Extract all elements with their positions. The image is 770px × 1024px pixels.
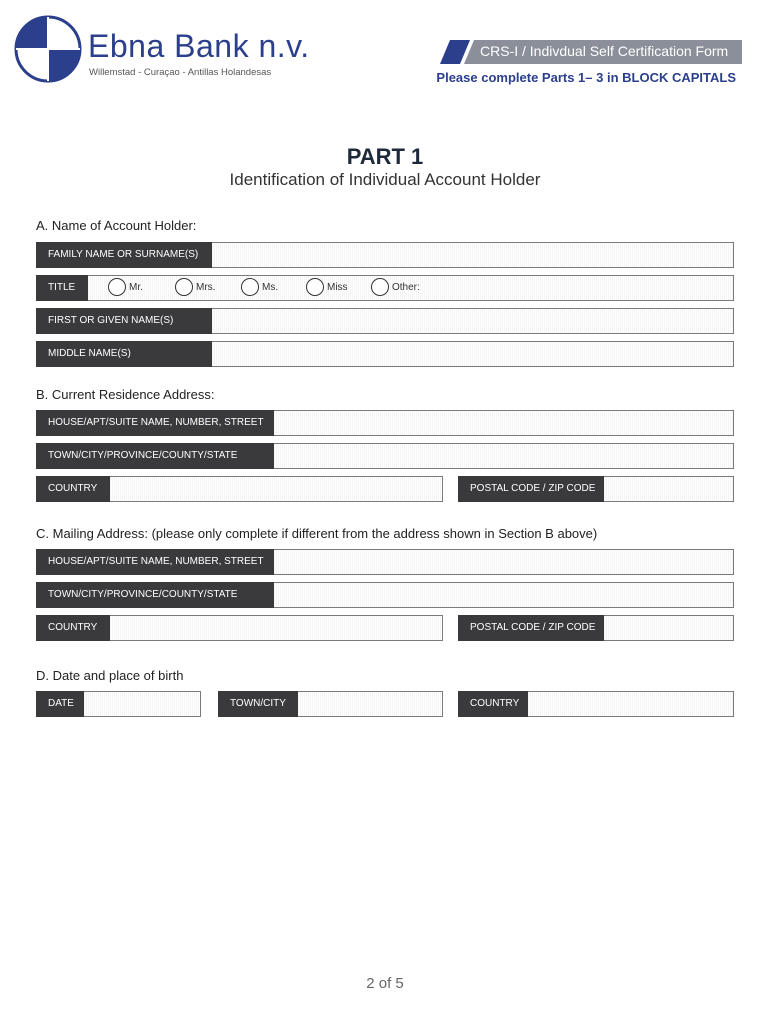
residence-street-label: HOUSE/APT/SUITE NAME, NUMBER, STREET	[36, 410, 274, 436]
residence-country-label: COUNTRY	[36, 476, 110, 502]
page-number: 2 of 5	[366, 975, 404, 992]
section-c-heading: C. Mailing Address: (please only complete if different from the address shown in Section B above)	[36, 526, 598, 541]
first-name-label: FIRST OR GIVEN NAME(S)	[36, 308, 212, 334]
title-miss-label: Miss	[327, 282, 348, 293]
birth-town-label: TOWN/CITY	[218, 691, 298, 717]
title-other-radio[interactable]	[371, 278, 389, 296]
birth-country-label: COUNTRY	[458, 691, 528, 717]
residence-country-row	[36, 476, 734, 502]
residence-street-row	[36, 410, 734, 436]
birth-date-label: DATE	[36, 691, 84, 717]
birth-row	[36, 691, 734, 717]
residence-postal-label: POSTAL CODE / ZIP CODE	[458, 476, 604, 502]
bank-tagline: Willemstad - Curaçao - Antillas Holandesas	[89, 67, 272, 78]
title-label: TITLE	[36, 275, 88, 301]
middle-name-label: MIDDLE NAME(S)	[36, 341, 212, 367]
instruction-text: Please complete Parts 1– 3 in BLOCK CAPITALS	[436, 70, 736, 85]
form-title-banner	[440, 40, 742, 64]
residence-town-row	[36, 443, 734, 469]
mailing-town-row	[36, 582, 734, 608]
part-title: PART 1	[346, 144, 424, 169]
title-miss-radio[interactable]	[306, 278, 324, 296]
mailing-town-label: TOWN/CITY/PROVINCE/COUNTY/STATE	[36, 582, 274, 608]
mailing-street-label: HOUSE/APT/SUITE NAME, NUMBER, STREET	[36, 549, 274, 575]
title-ms-radio[interactable]	[241, 278, 259, 296]
residence-town-label: TOWN/CITY/PROVINCE/COUNTY/STATE	[36, 443, 274, 469]
title-mrs-label: Mrs.	[196, 282, 216, 293]
bank-name: Ebna Bank n.v.	[88, 28, 310, 64]
title-ms-label: Ms.	[262, 282, 279, 293]
section-a-heading: A. Name of Account Holder:	[36, 218, 197, 233]
mailing-country-label: COUNTRY	[36, 615, 110, 641]
section-d-heading: D. Date and place of birth	[36, 668, 184, 683]
mailing-postal-label: POSTAL CODE / ZIP CODE	[458, 615, 604, 641]
title-mr-label: Mr.	[129, 282, 143, 293]
part-subtitle: Identification of Individual Account Holder	[229, 170, 541, 189]
first-name-row	[36, 308, 734, 334]
section-b-heading: B. Current Residence Address:	[36, 387, 215, 402]
title-other-label: Other:	[392, 282, 420, 293]
mailing-street-row	[36, 549, 734, 575]
family-name-row	[36, 242, 734, 268]
family-name-label: FAMILY NAME OR SURNAME(S)	[36, 242, 212, 268]
title-mrs-radio[interactable]	[175, 278, 193, 296]
mailing-country-row	[36, 615, 734, 641]
title-row	[36, 275, 734, 301]
form-title: CRS-I / Indivdual Self Certification Form	[480, 43, 729, 59]
bank-logo-icon	[14, 15, 82, 83]
title-mr-radio[interactable]	[108, 278, 126, 296]
middle-name-row	[36, 341, 734, 367]
